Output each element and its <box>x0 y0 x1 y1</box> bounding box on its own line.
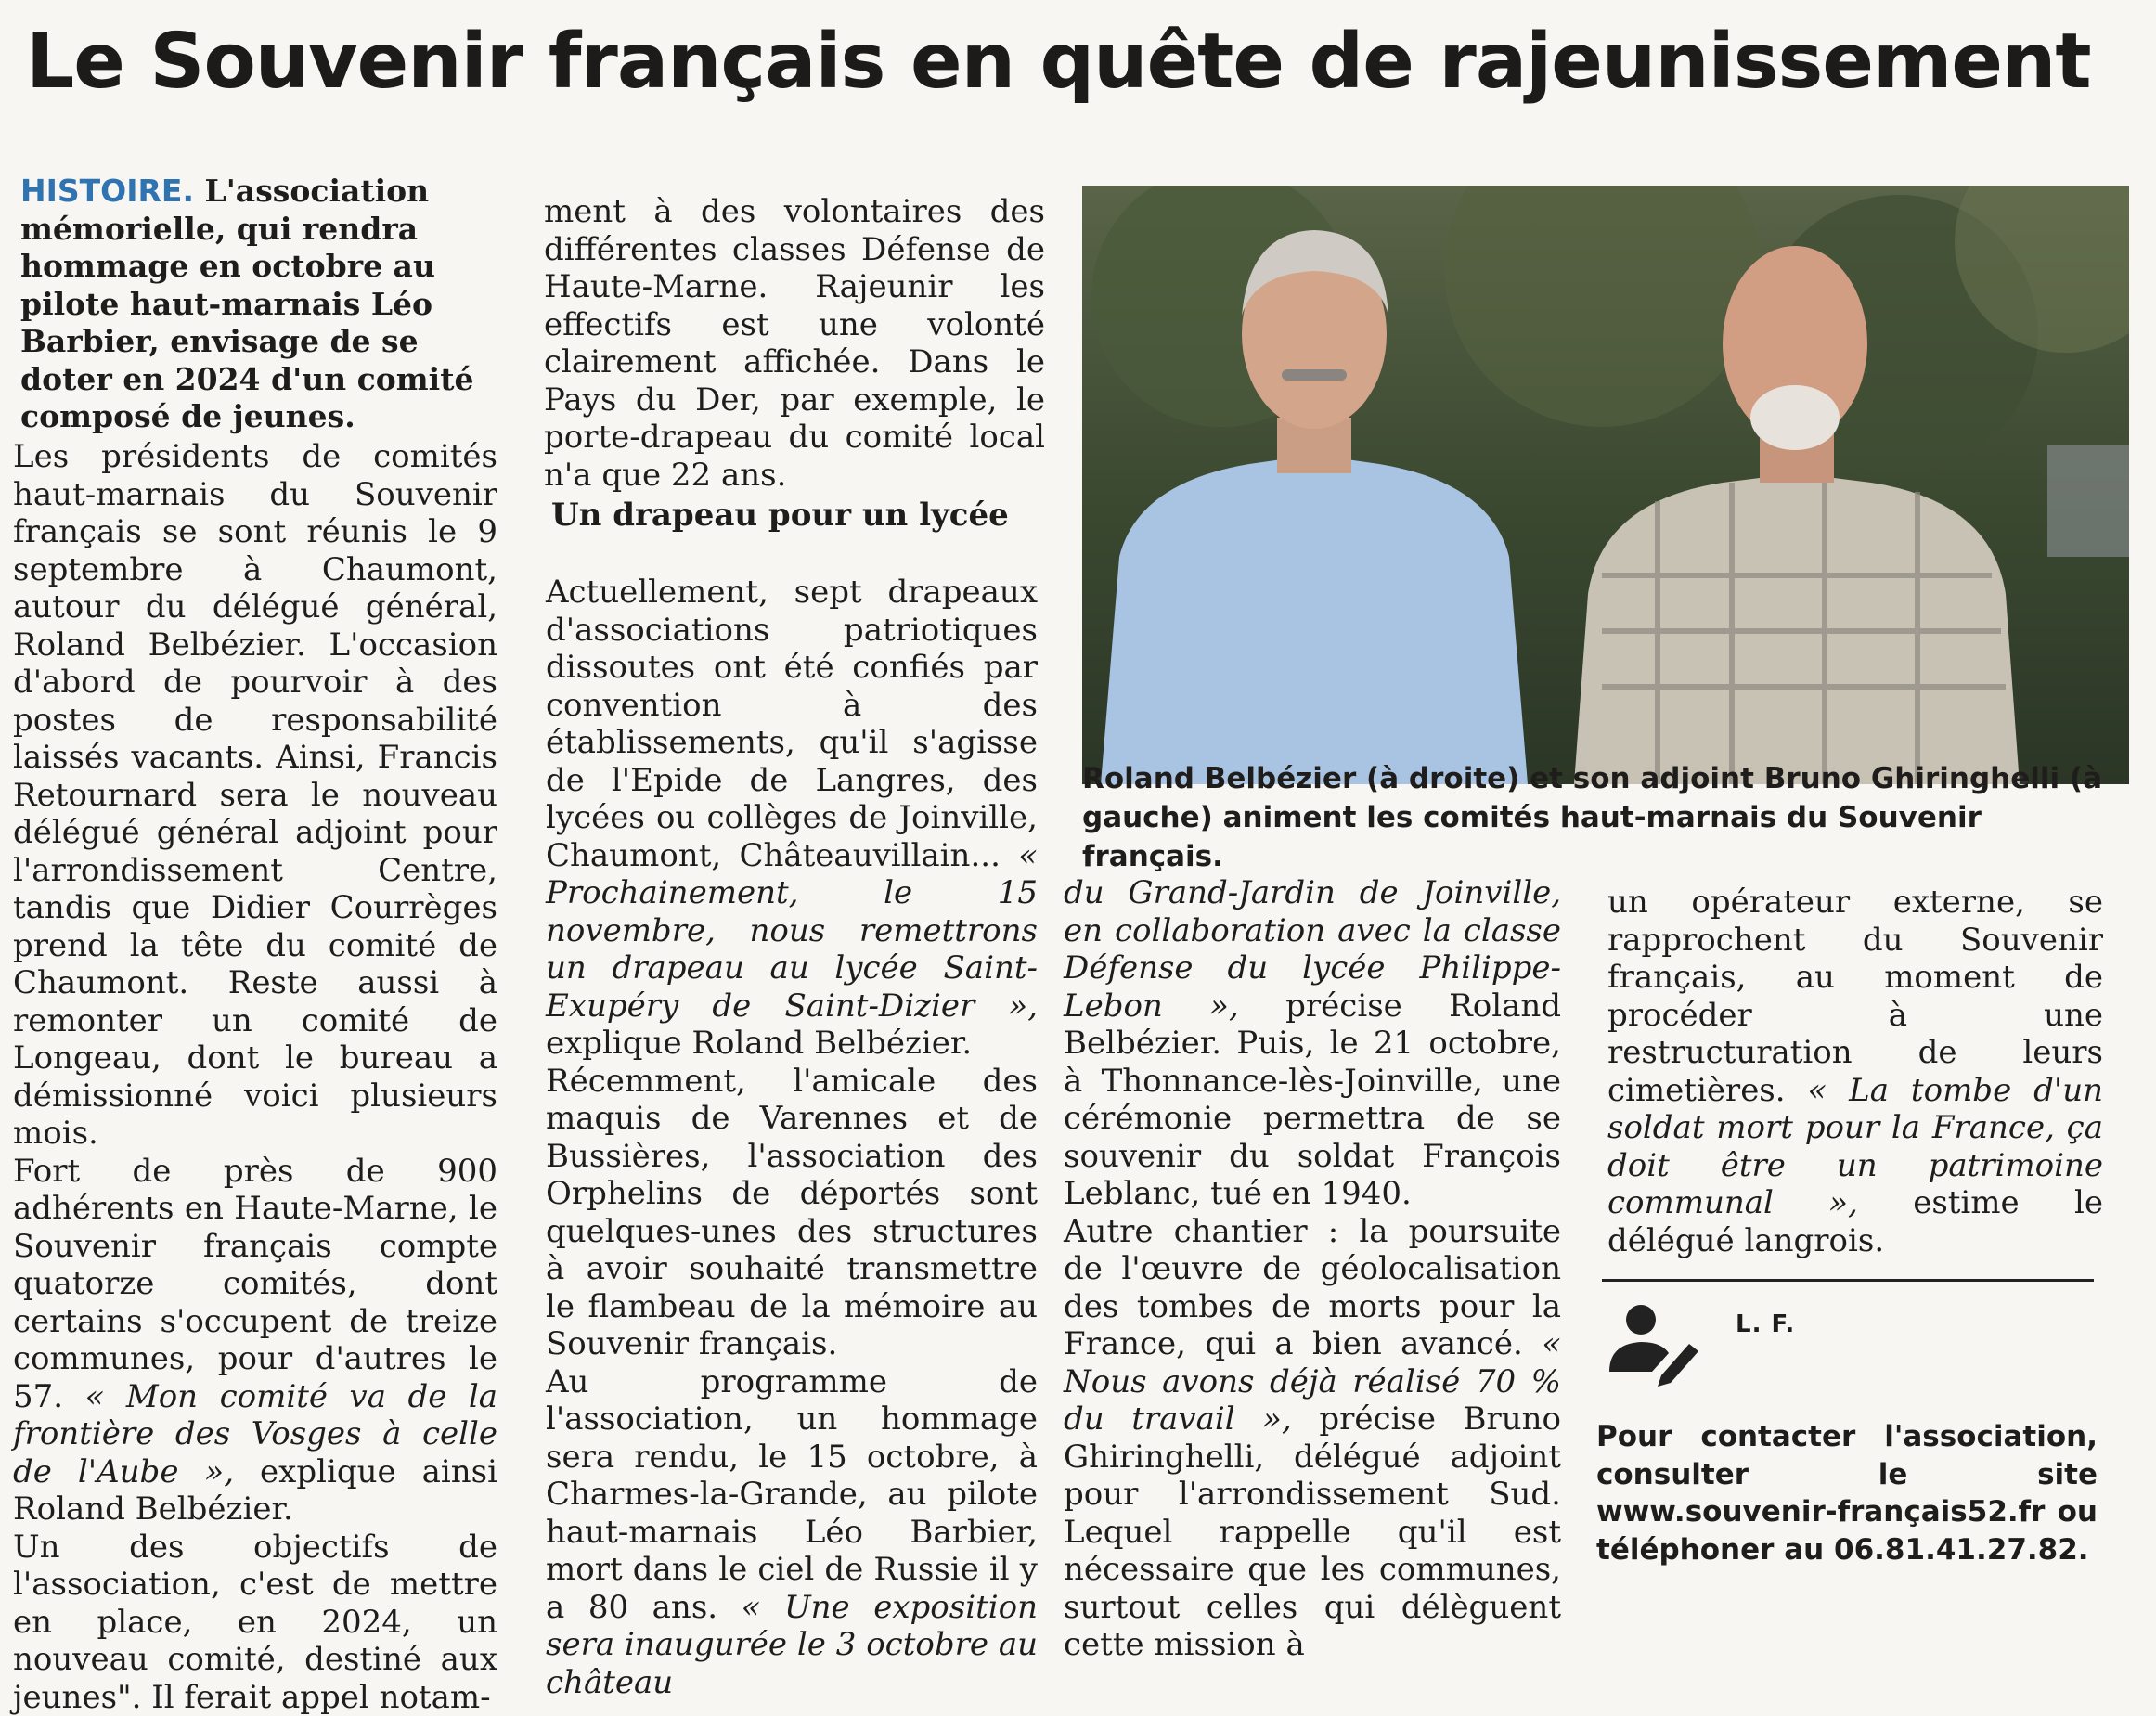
paragraph-text: précise Roland Belbézier. Puis, le 21 octobre, à Thonnance-lès-Joinville, une cérémonie permettra de se souvenir du soldat François Leblanc, tué en 1940. <box>1064 987 1561 1213</box>
contact-box: Pour contacter l'association, consulter le site www.souvenir-français52.fr ou téléphoner au 06.81.41.27.82. <box>1596 1418 2098 1568</box>
paragraph <box>1064 1213 1561 1664</box>
chapo <box>20 173 503 436</box>
paragraph <box>546 1363 1038 1702</box>
paragraph-text: un opérateur externe, se rapprochent du Souvenir français, au moment de procéder à une restructuration de leurs cimetières. <box>1607 884 2103 1109</box>
paragraph-text: estime le délégué langrois. <box>1607 1184 2103 1259</box>
paragraph-text: Au programme de l'association, un hommage sera rendu, le 15 octobre, à Charmes-la-Grande, au pilote haut-marnais Léo Barbier, mort dans le ciel de Russie il y a 80 ans. <box>546 1363 1038 1626</box>
quote: « La tombe d'un soldat mort pour la France, ça doit être un patrimoine communal », <box>1607 1072 2103 1222</box>
paragraph-text: Fort de près de 900 adhérents en Haute-Marne, le Souvenir français compte quatorze comités, dont certains s'occupent de treize communes, pour d'autres le 57. <box>13 1153 497 1415</box>
paragraph <box>13 1153 497 1529</box>
paragraph-text: précise Bruno Ghiringhelli, délégué adjoint pour l'arrondissement Sud. Lequel rappelle qu'il est nécessaire que les communes, surtout celles qui délèguent cette mission à <box>1064 1400 1561 1663</box>
quote: du Grand-Jardin de Joinville, en collaboration avec la classe Défense du lycée Philippe-Lebon », <box>1064 874 1561 1025</box>
column-4 <box>1607 884 2103 1259</box>
column-1 <box>13 438 497 1716</box>
column-2-top <box>544 193 1045 494</box>
photo-illustration <box>1082 186 2129 784</box>
paragraph: ment à des volontaires des différentes classes Défense de Haute-Marne. Rajeunir les effectifs est une volonté clairement affichée. Dans le Pays du Der, par exemple, le porte-drapeau du comité local n'a que 22 ans. <box>544 193 1045 494</box>
author-initials: L. F. <box>1736 1310 1795 1338</box>
column-2 <box>546 574 1038 1701</box>
divider <box>1602 1279 2094 1282</box>
headline: Le Souvenir français en quête de rajeunissement <box>26 11 2133 113</box>
paragraph-text: Actuellement, sept drapeaux d'associations patriotiques dissoutes ont été confiés par convention à des établissements, qu'il s'agisse de l'Epide de Langres, des lycées ou collèges de Joinville, Chaumont, Châteauvillain... <box>546 574 1038 874</box>
quote: « Nous avons déjà réalisé 70 % du travail », <box>1064 1325 1561 1438</box>
paragraph: Un des objectifs de l'association, c'est de mettre en place, en 2024, un nouveau comité, destiné aux jeunes". Il ferait appel notam- <box>13 1529 497 1716</box>
paragraph <box>1607 884 2103 1259</box>
subheading: Un drapeau pour un lycée <box>551 496 1052 535</box>
column-3 <box>1064 874 1561 1664</box>
article-photo <box>1082 186 2129 784</box>
writer-icon <box>1596 1299 1708 1392</box>
paragraph <box>546 574 1038 1063</box>
paragraph: Récemment, l'amicale des maquis de Varennes et de Bussières, l'association des Orphelins de déportés sont quelques-unes des structures à avoir souhaité transmettre le flambeau de la mémoire au Souvenir français. <box>546 1063 1038 1363</box>
quote: « Mon comité va de la frontière des Vosges à celle de l'Aube », <box>13 1378 497 1490</box>
rubric-label: HISTOIRE. <box>20 173 194 209</box>
paragraph-text: explique ainsi Roland Belbézier. <box>13 1453 497 1529</box>
paragraph <box>1064 874 1561 1213</box>
chapo-text: L'association mémorielle, qui rendra hommage en octobre au pilote haut-marnais Léo Barbier, envisage de se doter en 2024 d'un comité composé de jeunes. <box>20 173 473 434</box>
photo-caption: Roland Belbézier (à droite) et son adjoint Bruno Ghiringhelli (à gauche) animent les comités haut-marnais du Souvenir français. <box>1082 759 2129 876</box>
paragraph-text: Autre chantier : la poursuite de l'œuvre de géolocalisation des tombes de morts pour la France, qui a bien avancé. <box>1064 1213 1561 1363</box>
quote: « Une exposition sera inaugurée le 3 octobre au château <box>546 1589 1038 1701</box>
paragraph: Les présidents de comités haut-marnais du Souvenir français se sont réunis le 9 septembre à Chaumont, autour du délégué général, Roland Belbézier. L'occasion d'abord de pourvoir à des postes de responsabilité laissés vacants. Ainsi, Francis Retournard sera le nouveau délégué général adjoint pour l'arrondissement Centre, tandis que Didier Courrèges prend la tête du comité de Chaumont. Reste aussi à remonter un comité de Longeau, dont le bureau a démissionné voici plusieurs mois. <box>13 438 497 1153</box>
paragraph-text: explique Roland Belbézier. <box>546 1025 972 1062</box>
quote: « Prochainement, le 15 novembre, nous remettrons un drapeau au lycée Saint-Exupéry de Saint-Dizier », <box>546 837 1038 1025</box>
